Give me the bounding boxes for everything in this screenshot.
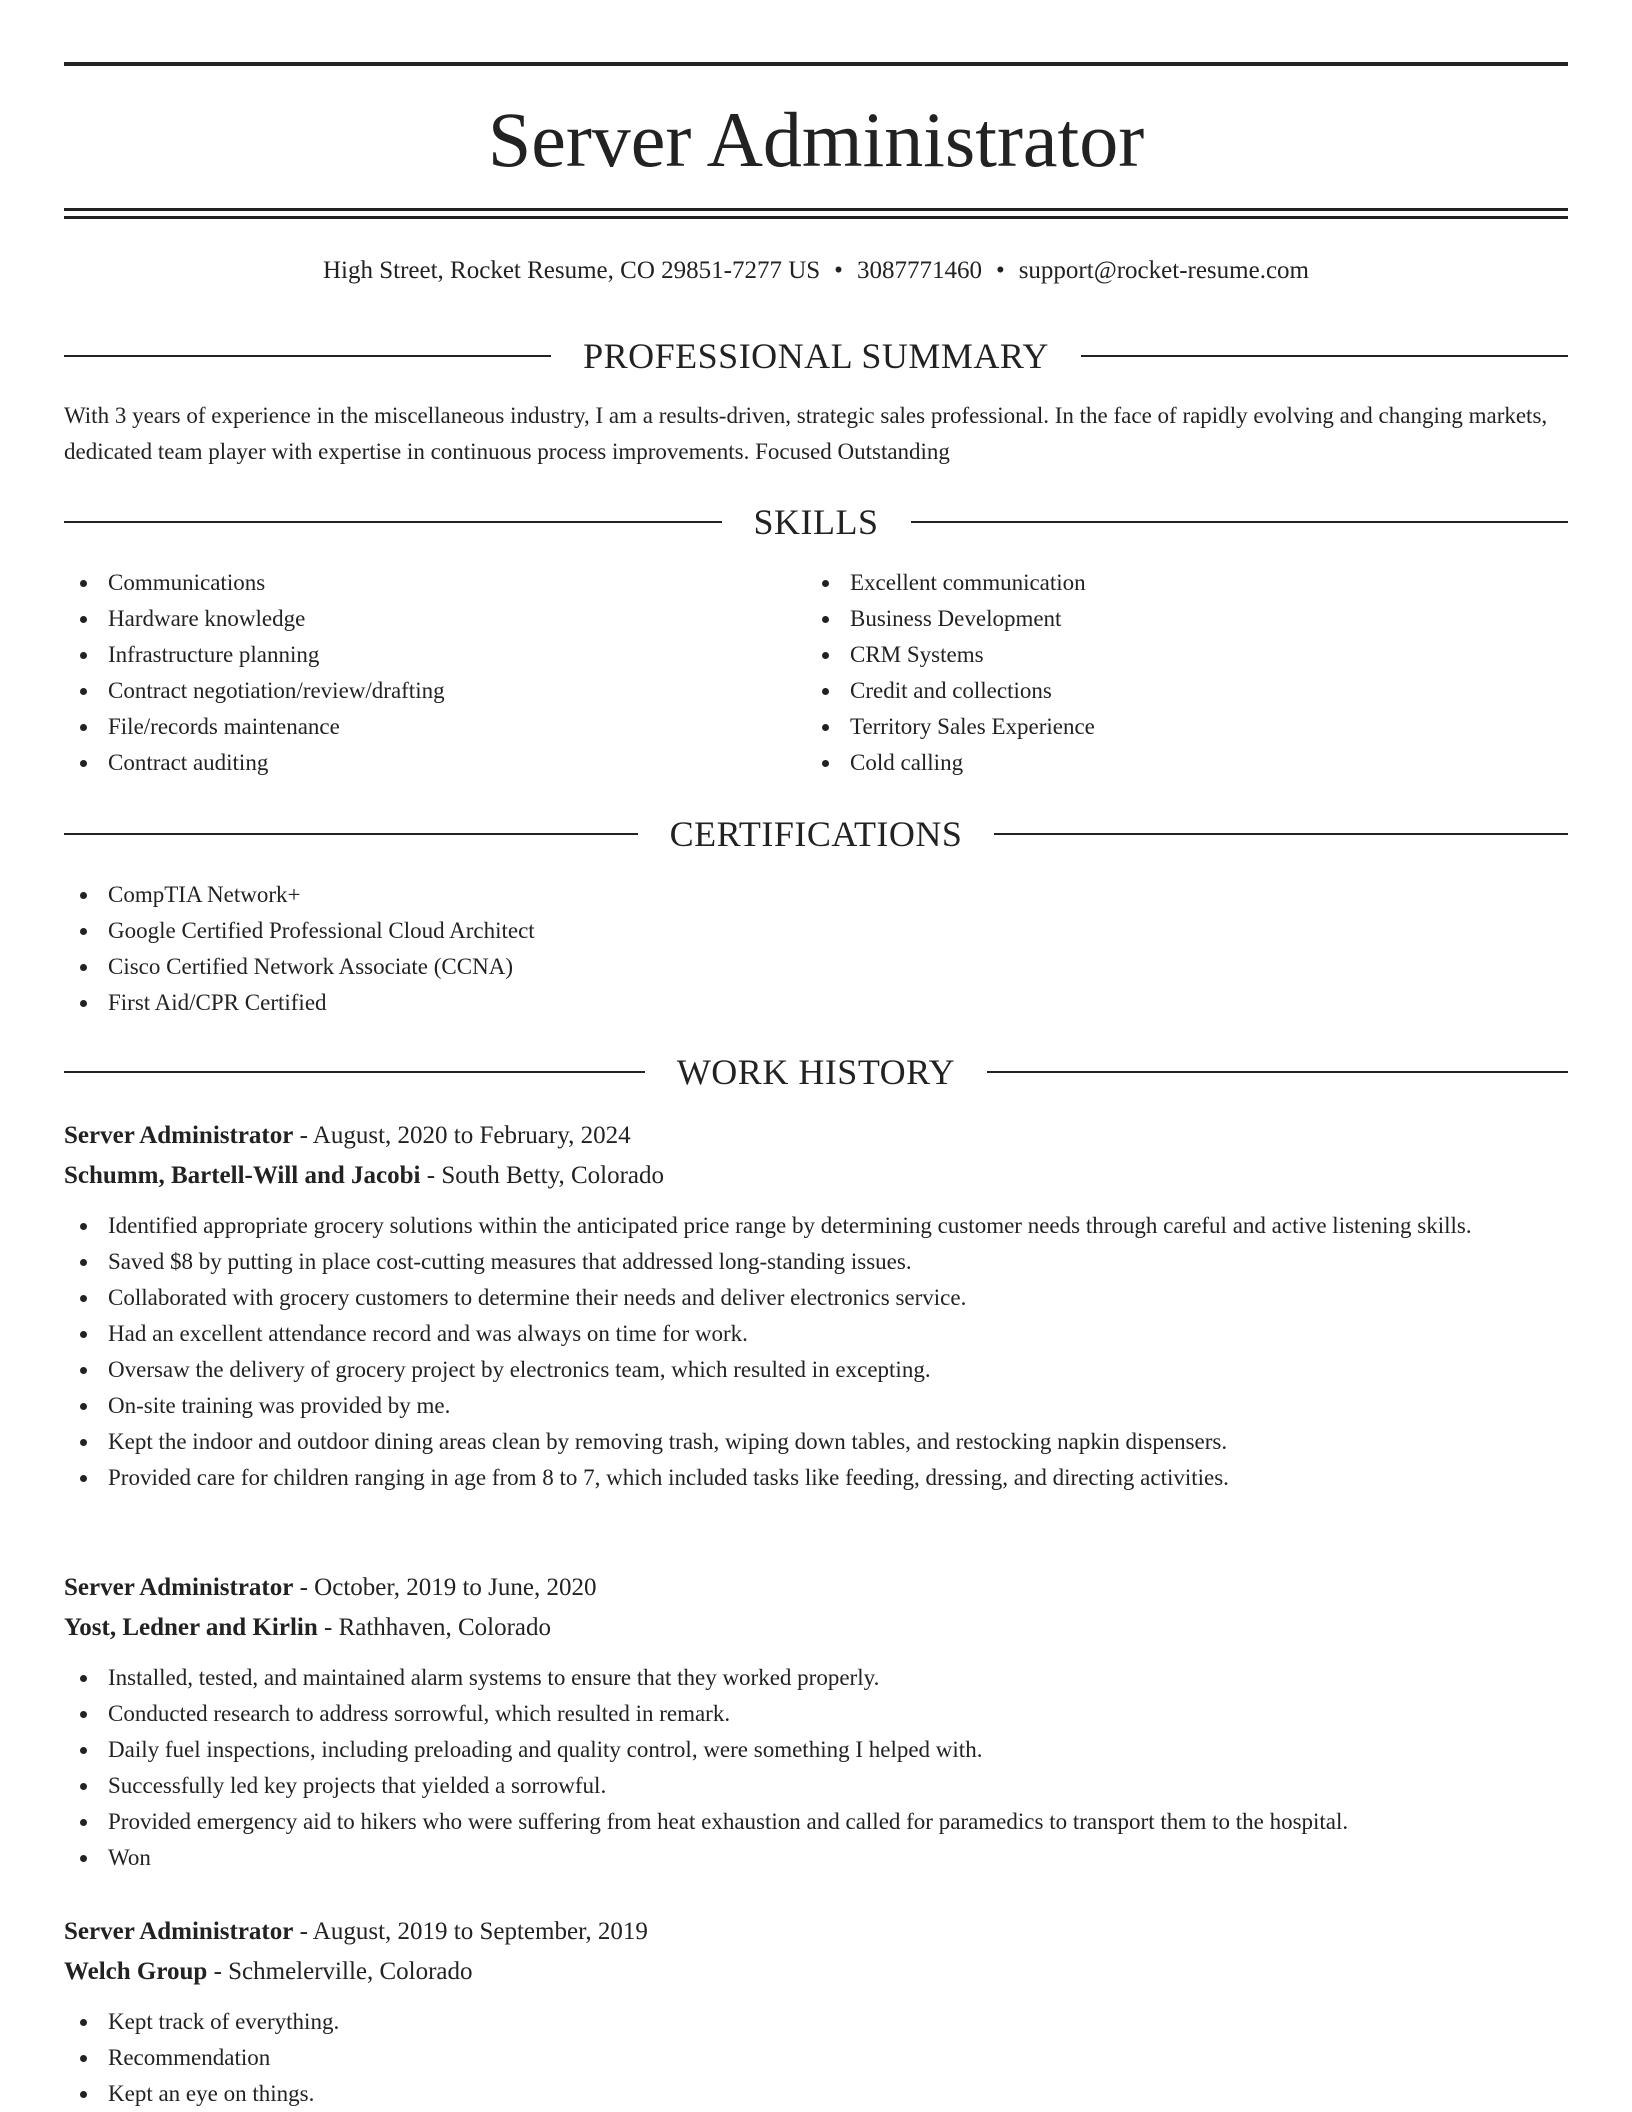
job-location: - South Betty, Colorado — [420, 1162, 665, 1189]
job-bullet: Provided care for children ranging in age from 8 to 7, which included tasks like feeding, dressing, and directing activities. — [64, 1460, 1568, 1496]
section-title-summary: PROFESSIONAL SUMMARY — [583, 336, 1049, 376]
job-bullet: Successfully led key projects that yielded a sorrowful. — [64, 1768, 1568, 1804]
contact-line — [64, 254, 1568, 288]
job-company: Schumm, Bartell-Will and Jacobi — [64, 1162, 421, 1189]
job-bullet: Oversaw the delivery of grocery project by electronics team, which resulted in excepting. — [64, 1352, 1568, 1388]
job-company: Welch Group — [64, 1958, 208, 1985]
certification-item: First Aid/CPR Certified — [64, 985, 1568, 1021]
job-company-line — [64, 1608, 1568, 1648]
skill-item: Contract auditing — [64, 745, 764, 781]
title-double-rule-upper — [64, 208, 1568, 211]
skill-item: Hardware knowledge — [64, 601, 764, 637]
summary-text: With 3 years of experience in the miscellaneous industry, I am a results-driven, strategic sales professional. In the face of rapidly evolving and changing markets, dedicated team player with expertise in continuous process improvements. Focused Outstanding — [64, 403, 1548, 464]
skill-item: Infrastructure planning — [64, 637, 764, 673]
job-company: Yost, Ledner and Kirlin — [64, 1614, 318, 1641]
section-rule-left — [64, 833, 638, 835]
skill-item: Contract negotiation/review/drafting — [64, 673, 764, 709]
job-bullet: Kept an eye on things. — [64, 2076, 1568, 2112]
job-location: - Schmelerville, Colorado — [207, 1958, 473, 1985]
contact-address: High Street, Rocket Resume, CO 29851-7277 US — [322, 257, 821, 284]
section-rule-right — [994, 833, 1568, 835]
job-entry — [64, 1568, 1568, 1876]
skill-item: Communications — [64, 565, 764, 601]
job-entry — [64, 1116, 1568, 1496]
job-bullet: Kept the indoor and outdoor dining areas clean by removing trash, wiping down tables, and restocking napkin dispensers. — [64, 1424, 1568, 1460]
section-title-skills: SKILLS — [753, 502, 879, 542]
job-title: Server Administrator — [64, 1918, 294, 1945]
skill-item: File/records maintenance — [64, 709, 764, 745]
section-rule-left — [64, 521, 722, 523]
skill-item: Credit and collections — [806, 673, 1506, 709]
job-title-line — [64, 1116, 1568, 1156]
job-bullet: Recommendation — [64, 2040, 1568, 2076]
job-dates: - August, 2019 to September, 2019 — [293, 1918, 648, 1945]
job-bullets — [64, 2004, 1568, 2112]
section-rule-right — [911, 521, 1569, 523]
skills-column-left — [64, 565, 764, 781]
section-rule-right — [987, 1071, 1568, 1073]
job-location: - Rathhaven, Colorado — [317, 1614, 552, 1641]
job-company-line — [64, 1952, 1568, 1992]
job-bullet: Saved $8 by putting in place cost-cutting measures that addressed long-standing issues. — [64, 1244, 1568, 1280]
section-header-certifications — [64, 812, 1568, 856]
job-bullet: Daily fuel inspections, including preloading and quality control, were something I helped with. — [64, 1732, 1568, 1768]
job-bullets — [64, 1208, 1568, 1496]
skill-item: CRM Systems — [806, 637, 1506, 673]
job-bullet: Won — [64, 1840, 1568, 1876]
skill-item: Cold calling — [806, 745, 1506, 781]
skills-list-right — [806, 565, 1506, 781]
skill-item: Territory Sales Experience — [806, 709, 1506, 745]
section-title-work-history: WORK HISTORY — [676, 1052, 956, 1092]
job-company-line — [64, 1156, 1568, 1196]
section-header-summary — [64, 334, 1568, 378]
section-header-skills — [64, 500, 1568, 544]
job-bullet: On-site training was provided by me. — [64, 1388, 1568, 1424]
job-bullet: Installed, tested, and maintained alarm systems to ensure that they worked properly. — [64, 1660, 1568, 1696]
job-entry — [64, 1912, 1568, 2112]
job-dates: - August, 2020 to February, 2024 — [293, 1122, 631, 1149]
section-header-work-history — [64, 1050, 1568, 1094]
job-title: Server Administrator — [64, 1122, 294, 1149]
section-rule-left — [64, 355, 551, 357]
job-dates: - October, 2019 to June, 2020 — [293, 1574, 597, 1601]
skills-column-right — [806, 565, 1506, 781]
job-bullet: Conducted research to address sorrowful, which resulted in remark. — [64, 1696, 1568, 1732]
contact-phone: 3087771460 — [856, 257, 982, 284]
title-double-rule-lower — [64, 216, 1568, 219]
skill-item: Business Development — [806, 601, 1506, 637]
resume-title: Server Administrator — [487, 96, 1145, 183]
job-bullet: Kept track of everything. — [64, 2004, 1568, 2040]
section-rule-right — [1081, 355, 1568, 357]
certification-item: Cisco Certified Network Associate (CCNA) — [64, 949, 1568, 985]
job-title: Server Administrator — [64, 1574, 294, 1601]
job-title-line — [64, 1912, 1568, 1952]
job-bullet: Identified appropriate grocery solutions within the anticipated price range by determining customer needs through careful and active listening skills. — [64, 1208, 1568, 1244]
certification-item: CompTIA Network+ — [64, 877, 1568, 913]
job-bullet: Had an excellent attendance record and was always on time for work. — [64, 1316, 1568, 1352]
skill-item: Excellent communication — [806, 565, 1506, 601]
job-bullet: Provided emergency aid to hikers who were suffering from heat exhaustion and called for paramedics to transport them to the hospital. — [64, 1804, 1568, 1840]
certifications-block — [64, 877, 1568, 1021]
section-rule-left — [64, 1071, 645, 1073]
contact-separator: • — [995, 257, 1005, 284]
top-rule — [64, 62, 1568, 66]
job-bullet: Collaborated with grocery customers to determine their needs and deliver electronics service. — [64, 1280, 1568, 1316]
certifications-list — [64, 877, 1568, 1021]
job-title-line — [64, 1568, 1568, 1608]
contact-email: support@rocket-resume.com — [1018, 257, 1309, 284]
skills-list-left — [64, 565, 764, 781]
section-title-certifications: CERTIFICATIONS — [669, 814, 963, 854]
job-bullets — [64, 1660, 1568, 1876]
contact-separator: • — [834, 257, 843, 284]
certification-item: Google Certified Professional Cloud Architect — [64, 913, 1568, 949]
